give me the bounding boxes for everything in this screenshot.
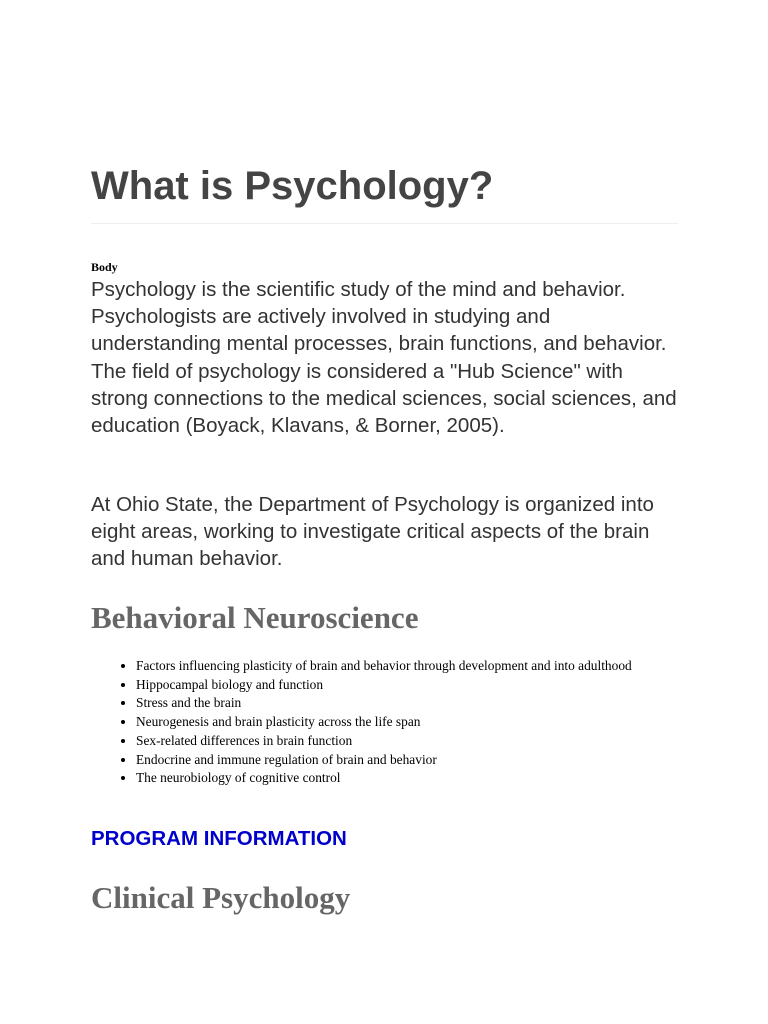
list-item: • The neurobiology of cognitive control xyxy=(136,769,678,788)
research-topics-list xyxy=(91,657,678,788)
intro-paragraph: Psychology is the scientific study of the mind and behavior. Psychologists are actively involved in studying and understanding mental processes, brain functions, and behavior. The field of psychology is considered a "Hub Science" with strong connections to the medical sciences, social sciences, and education (Boyack, Klavans, & Borner, 2005). xyxy=(91,278,677,438)
list-item: • Sex-related differences in brain function xyxy=(136,732,678,751)
section-heading-clinical-psychology: Clinical Psychology xyxy=(91,880,351,915)
list-item: • Hippocampal biology and function xyxy=(136,676,678,695)
list-item: • Stress and the brain xyxy=(136,694,678,713)
ohio-state-paragraph: At Ohio State, the Department of Psychology is organized into eight areas, working to investigate critical aspects of the brain and human behavior. xyxy=(91,493,654,571)
title-divider xyxy=(91,223,678,224)
body-label: Body xyxy=(91,260,118,274)
list-item: • Neurogenesis and brain plasticity across the life span xyxy=(136,713,678,732)
list-item: • Endocrine and immune regulation of brain and behavior xyxy=(136,751,678,770)
section-heading-behavioral-neuroscience: Behavioral Neuroscience xyxy=(91,600,419,635)
list-item: • Factors influencing plasticity of brain and behavior through development and into adulthood xyxy=(136,657,678,676)
page-title: What is Psychology? xyxy=(91,164,494,208)
program-information-link[interactable]: PROGRAM INFORMATION xyxy=(91,827,347,850)
